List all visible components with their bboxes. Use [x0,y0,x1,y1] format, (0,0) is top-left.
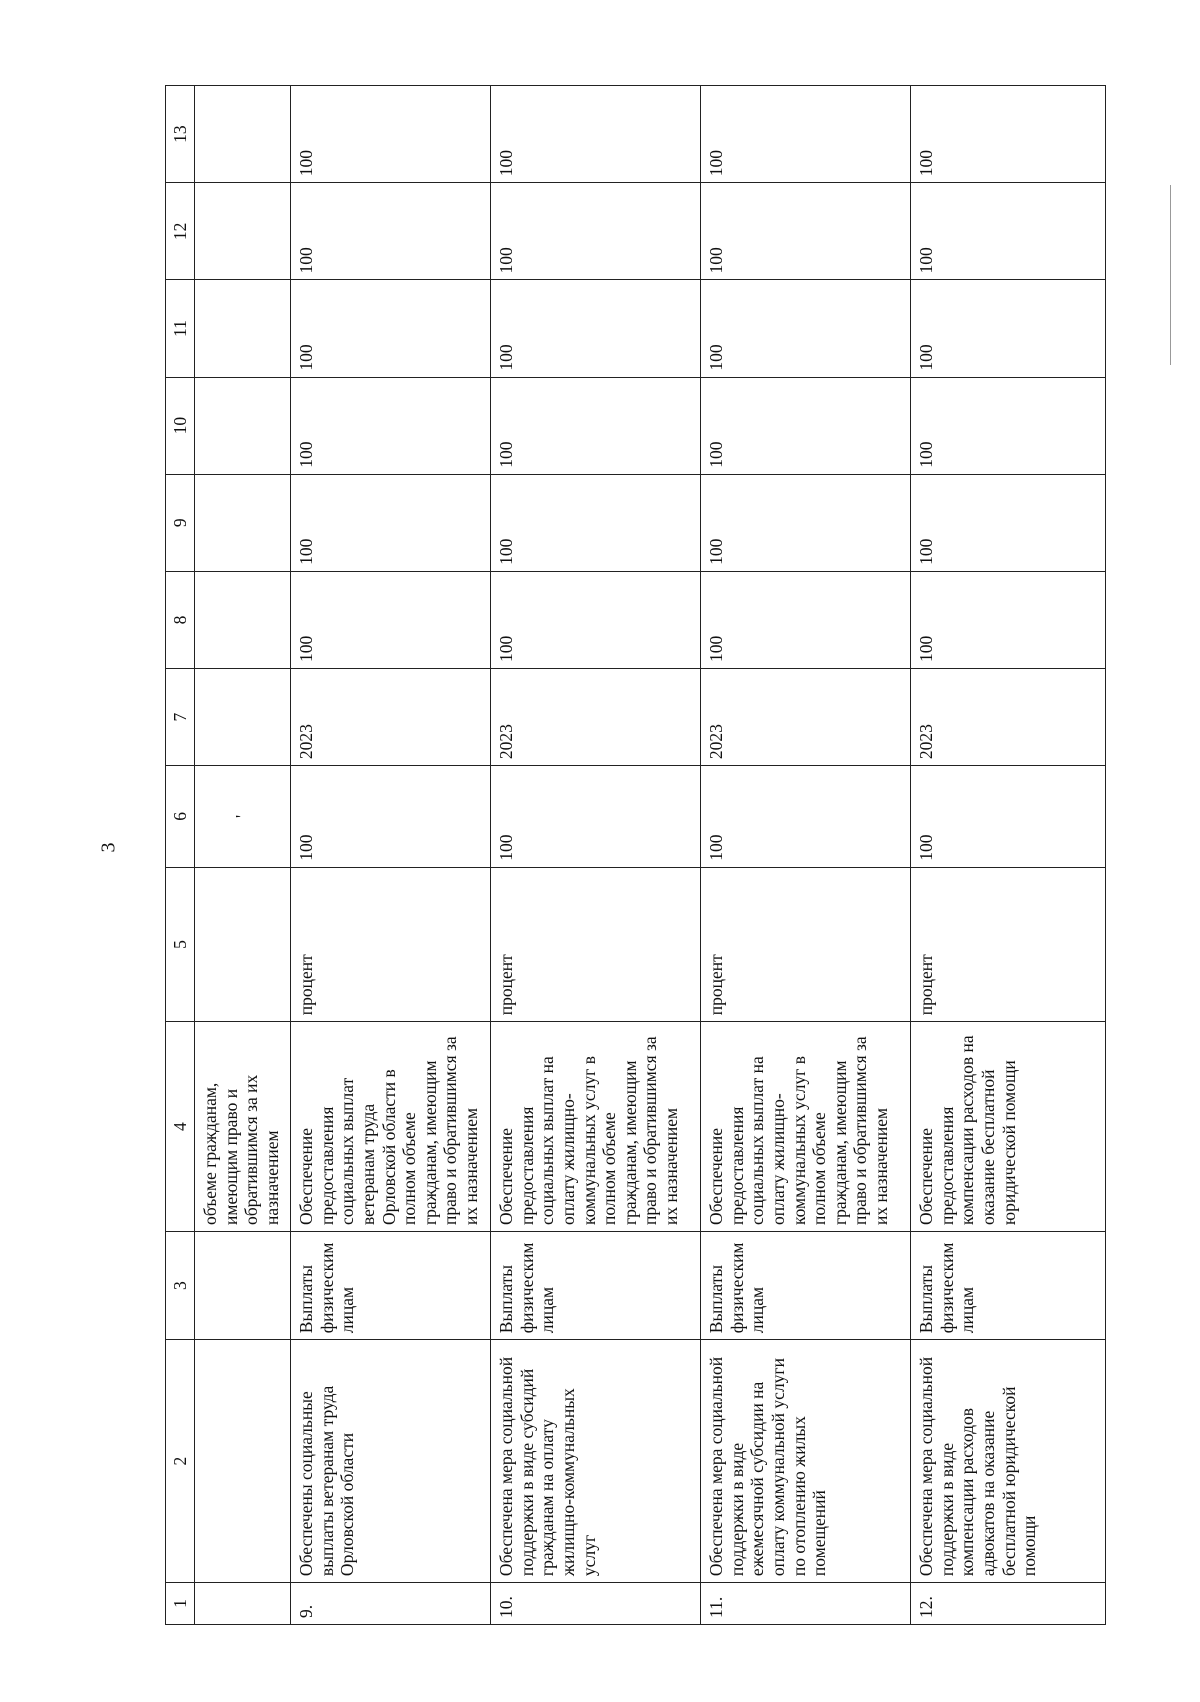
cell-empty [195,377,291,474]
header-col-3: 3 [166,1232,195,1340]
cell-empty [195,867,291,1022]
value-col-13: 100 [291,86,491,183]
value-col-9: 100 [291,474,491,571]
unit-cell: процент [911,867,1106,1022]
unit-cell: процент [701,867,911,1022]
type-cell: Выплаты физическим лицам [491,1232,701,1340]
value-col-8: 100 [491,571,701,668]
base-value-cell: 100 [911,766,1106,868]
type-cell: Выплаты физическим лицам [701,1232,911,1340]
cell-empty [195,1583,291,1625]
value-col-12: 100 [291,183,491,280]
cell-empty [195,1340,291,1583]
results-table [165,85,1106,1625]
rotated-table-frame [165,85,1100,1625]
result-cell: Обеспечена мера социальной поддержки в виде субсидий гражданам на оплату жилищно-коммунальных услуг [491,1340,701,1583]
header-col-6: 6 [166,766,195,868]
value-col-9: 100 [701,474,911,571]
row-number: 9. [291,1583,491,1625]
result-cell: Обеспечена мера социальной поддержки в виде компенсации расходов адвокатов на оказание бесплатной юридической помощи [911,1340,1106,1583]
value-col-10: 100 [701,377,911,474]
value-col-9: 100 [911,474,1106,571]
continuation-row [195,86,291,1625]
value-col-8: 100 [291,571,491,668]
value-col-10: 100 [291,377,491,474]
value-col-9: 100 [491,474,701,571]
result-cell: Обеспечена мера социальной поддержки в виде ежемесячной субсидии на оплату коммунальной услуги по отоплению жилых помещений [701,1340,911,1583]
value-col-10: 100 [491,377,701,474]
value-col-8: 100 [701,571,911,668]
header-row [166,86,195,1625]
value-col-13: 100 [701,86,911,183]
value-col-8: 100 [911,571,1106,668]
scan-edge-line [1170,185,1171,365]
indicator-cell: Обеспечение предоставления социальных выплат ветеранам труда Орловской области в полном объеме гражданам, имеющим право и обратившимся за их назначением [291,1022,491,1232]
table-row [291,86,491,1625]
value-col-11: 100 [701,280,911,377]
page-number: 3 [97,842,120,853]
indicator-cell: Обеспечение предоставления социальных выплат на оплату жилищно-коммунальных услуг в полном объеме гражданам, имеющим право и обратившимся за их назначением [701,1022,911,1232]
header-col-13: 13 [166,86,195,183]
value-col-12: 100 [911,183,1106,280]
header-col-2: 2 [166,1340,195,1583]
base-year-cell: 2023 [291,669,491,766]
continuation-indicator: объеме гражданам, имеющим право и обратившимся за их назначением [195,1022,291,1232]
value-col-13: 100 [911,86,1106,183]
header-col-10: 10 [166,377,195,474]
type-cell: Выплаты физическим лицам [911,1232,1106,1340]
base-year-cell: 2023 [491,669,701,766]
header-col-1: 1 [166,1583,195,1625]
unit-cell: процент [291,867,491,1022]
value-col-13: 100 [491,86,701,183]
continuation-col6: ' [195,766,291,868]
cell-empty [195,571,291,668]
cell-empty [195,183,291,280]
base-year-cell: 2023 [701,669,911,766]
base-value-cell: 100 [491,766,701,868]
value-col-11: 100 [491,280,701,377]
type-cell: Выплаты физическим лицам [291,1232,491,1340]
header-col-8: 8 [166,571,195,668]
value-col-12: 100 [701,183,911,280]
value-col-11: 100 [291,280,491,377]
row-number: 10. [491,1583,701,1625]
row-number: 12. [911,1583,1106,1625]
cell-empty [195,474,291,571]
header-col-5: 5 [166,867,195,1022]
row-number: 11. [701,1583,911,1625]
header-col-11: 11 [166,280,195,377]
rotated-table-wrapper [165,85,1100,1625]
header-col-12: 12 [166,183,195,280]
base-value-cell: 100 [701,766,911,868]
cell-empty [195,669,291,766]
header-col-4: 4 [166,1022,195,1232]
cell-empty [195,280,291,377]
value-col-11: 100 [911,280,1106,377]
header-col-7: 7 [166,669,195,766]
header-col-9: 9 [166,474,195,571]
cell-empty [195,1232,291,1340]
result-cell: Обеспечены социальные выплаты ветеранам труда Орловской области [291,1340,491,1583]
base-value-cell: 100 [291,766,491,868]
value-col-12: 100 [491,183,701,280]
value-col-10: 100 [911,377,1106,474]
base-year-cell: 2023 [911,669,1106,766]
table-row [491,86,701,1625]
unit-cell: процент [491,867,701,1022]
indicator-cell: Обеспечение предоставления социальных выплат на оплату жилищно-коммунальных услуг в полном объеме гражданам, имеющим право и обратившимся за их назначением [491,1022,701,1232]
cell-empty [195,86,291,183]
table-row [701,86,911,1625]
indicator-cell: Обеспечение предоставления компенсации расходов на оказание бесплатной юридической помощи [911,1022,1106,1232]
table-row [911,86,1106,1625]
